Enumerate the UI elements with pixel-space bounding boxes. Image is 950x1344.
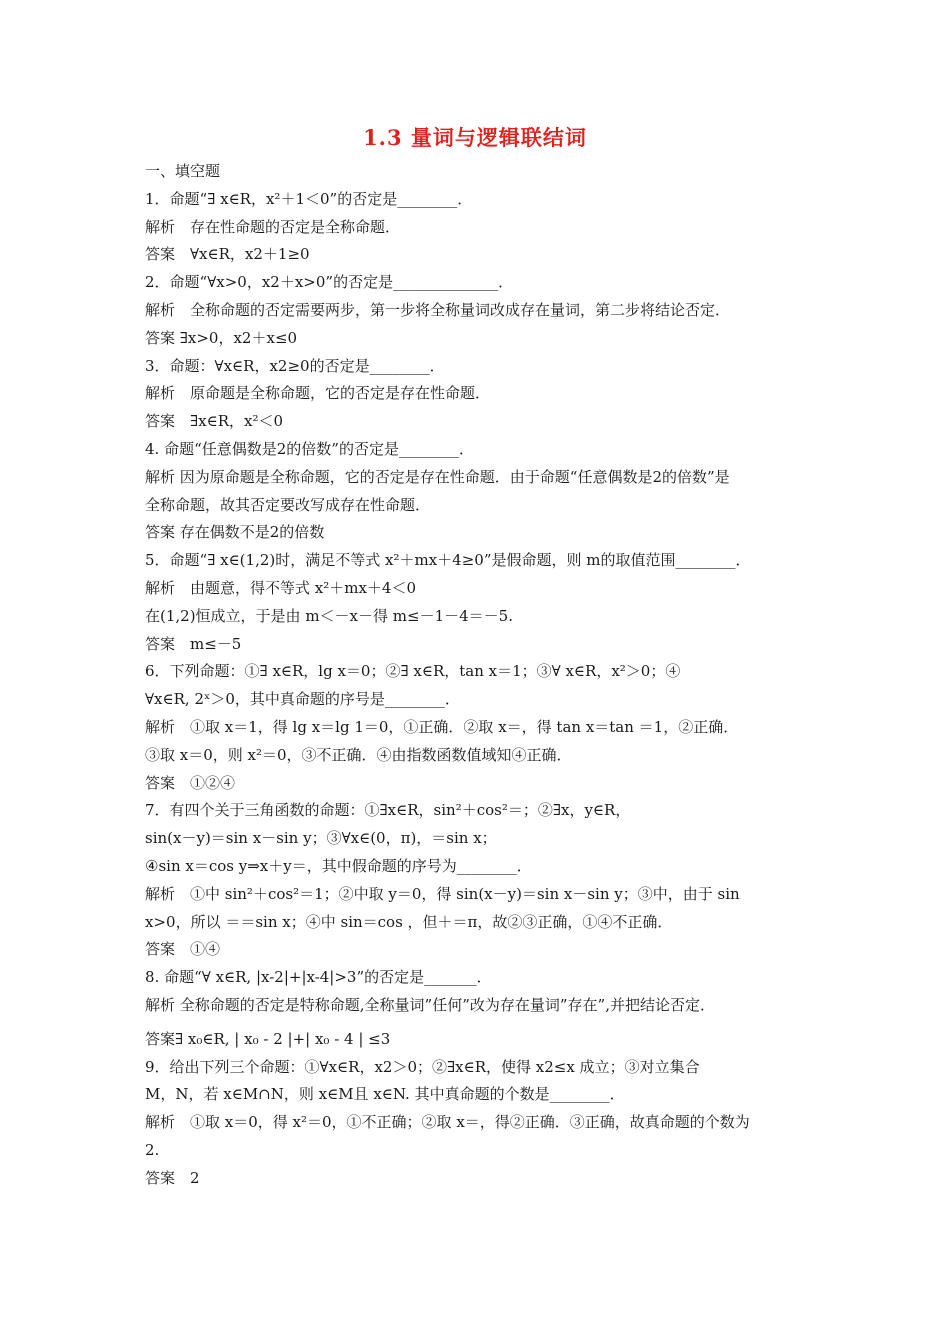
analysis-1: 解析 存在性命题的否定是全称命题． [145,217,401,236]
answer-6: 答案 ①②④ [145,773,236,792]
question-9-line-2: M，N，若 x∈M∩N，则 x∈M且 x∈N. 其中真命题的个数是________． [145,1085,625,1104]
analysis-8: 解析 全称命题的否定是特称命题,全称量词”任何”改为存在量词”存在”,并把结论否定． [145,995,715,1014]
question-7-line-1: 7．有四个关于三角函数的命题：①∃x∈R，sin²＋cos²＝；②∃x，y∈R， [145,801,631,820]
question-8: 8. 命题“∀ x∈R, |x-2|+|x-4|>3”的否定是_______． [145,968,492,987]
analysis-7-line-1: 解析 ①中 sin²＋cos²＝1；②中取 y＝0，得 sin(x－y)＝sin x－sin y；③中，由于 sin [145,884,740,903]
analysis-5-line-2: 在(1,2)恒成立，于是由 m＜－x－得 m≤－1－4＝－5. [145,606,513,625]
question-5: 5．命题“∃ x∈(1,2)时，满足不等式 x²＋mx＋4≥0”是假命题，则 m的取值范围________． [145,551,751,570]
analysis-6-line-2: ③取 x＝0，则 x²＝0，③不正确．④由指数函数值域知④正确． [145,745,572,764]
question-3: 3．命题：∀x∈R，x2≥0的否定是________． [145,356,445,375]
analysis-9-line-2: 2. [145,1140,160,1159]
page-title: 1.3 量词与逻辑联结词 [363,125,587,150]
analysis-4-line-2: 全称命题，故其否定要改写成存在性命题． [145,495,431,514]
question-6-line-1: 6．下列命题：①∃ x∈R，lg x＝0；②∃ x∈R，tan x＝1；③∀ x∈R，x²＞0；④ [145,662,681,681]
analysis-2: 解析 全称命题的否定需要两步，第一步将全称量词改成存在量词，第二步将结论否定． [145,300,731,319]
document-body [145,158,810,1192]
question-6-line-2: ∀x∈R, 2ˣ＞0，其中真命题的序号是________． [145,690,460,709]
analysis-6-line-1: 解析 ①取 x＝1，得 lg x＝lg 1＝0，①正确．②取 x＝，得 tan x＝tan ＝1，②正确． [145,717,739,736]
analysis-7-line-2: x>0，所以 ＝＝sin x；④中 sin＝cos ，但＋＝π，故②③正确，①④不正确． [145,912,673,931]
question-4: 4. 命题“任意偶数是2的倍数”的否定是________． [145,439,474,458]
answer-2: 答案 ∃x>0，x2＋x≤0 [145,328,298,347]
answer-1: 答案 ∀x∈R，x2＋1≥0 [145,245,310,264]
answer-9: 答案 2 [145,1168,200,1187]
question-1: 1．命题“∃ x∈R，x²＋1＜0”的否定是________． [145,189,473,208]
question-7-line-3: ④sin x＝cos y⇒x＋y＝，其中假命题的序号为________． [145,856,532,875]
answer-8: 答案∃ x₀∈R, | x₀ - 2 |+| x₀ - 4 | ≤3 [145,1029,391,1048]
section-heading: 一、填空题 [145,162,221,180]
analysis-5-line-1: 解析 由题意，得不等式 x²＋mx＋4＜0 [145,578,417,597]
question-7-line-2: sin(x－y)＝sin x－sin y；③∀x∈(0，π)，＝sin x； [145,829,497,848]
analysis-9-line-1: 解析 ①取 x＝0，得 x²＝0，①不正确；②取 x＝，得②正确．③正确，故真命题的个数为 [145,1113,750,1132]
answer-7: 答案 ①④ [145,940,221,959]
answer-4: 答案 存在偶数不是2的倍数 [145,523,325,542]
analysis-3: 解析 原命题是全称命题，它的否定是存在性命题． [145,384,491,403]
answer-5: 答案 m≤－5 [145,634,242,653]
question-9-line-1: 9．给出下列三个命题：①∀x∈R，x2＞0；②∃x∈R，使得 x2≤x 成立；③对立集合 [145,1057,700,1076]
answer-3: 答案 ∃x∈R，x²＜0 [145,412,284,431]
question-2: 2．命题“∀x>0，x2＋x>0”的否定是______________． [145,273,514,292]
analysis-4-line-1: 解析 因为原命题是全称命题，它的否定是存在性命题．由于命题“任意偶数是2的倍数”是 [145,467,730,486]
